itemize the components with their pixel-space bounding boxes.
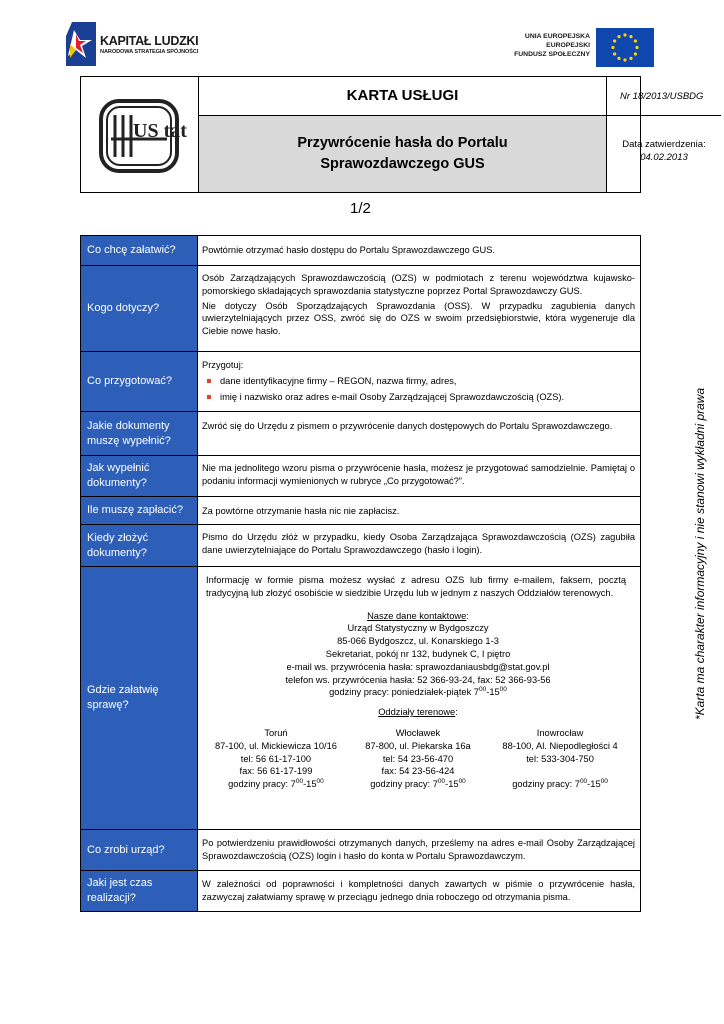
eu-flag-icon: [596, 28, 654, 67]
table-row: [81, 265, 640, 351]
row-label: Co chcę załatwić?: [81, 236, 198, 265]
table-row: [81, 870, 640, 911]
branch-torun: Toruń 87-100, ul. Mickiewicza 10/16 tel: 56 61-17-100 fax: 56 61-17-199 godziny pracy: $7^{00}-15^{00}$: [214, 727, 337, 790]
list-item: dane identyfikacyjne firmy – REGON, nazwa firmy, adres,: [202, 375, 635, 388]
page-number: 1/2: [350, 200, 371, 217]
ustat-logo-icon: [81, 77, 199, 192]
branch-wloclawek: Włocławek 87-800, ul. Piekarska 16a tel: 54 23-56-470 fax: 54 23-56-424 godziny pracy: $7^{00}-15^{00}$: [365, 727, 471, 790]
row-label: Jakie dokumenty muszę wypełnić?: [81, 412, 198, 455]
contact-phone: telefon ws. przywrócenia hasła: 52 366-93-24, fax: 52 366-93-56: [285, 674, 551, 685]
office-hours: godziny pracy: poniedziałek-piątek $7^{00}-15^{00}$: [329, 686, 507, 698]
card-number: Nr 18/2013/USBDG: [607, 77, 721, 116]
row-label: Jaki jest czas realizacji?: [81, 871, 198, 911]
branches-heading: Oddziały terenowe: [378, 707, 456, 718]
ustat-logo-text: US tat: [133, 120, 187, 142]
card-title: KARTA USŁUGI: [199, 77, 607, 116]
eu-logo: [508, 28, 654, 68]
row-label: Co zrobi urząd?: [81, 830, 198, 870]
row-value: Informację w formie pisma możesz wysłać z adresu OZS lub firmy e-mailem, faksem, pocztą tradycyjną lub złożyć osobiście w siedzibie Urzędu lub w jednym z naszych Oddziałów terenowych. Nasze dane kontaktowe: Urząd Statystyczny w Bydgoszczy 85-066 Bydgoszcz, ul. Konarskiego 1-3 Sekretariat, pokój nr 132, budynek C, I piętro e-mail ws. przywrócenia hasła: sprawozdaniausbdg@stat.gov.pl telefon ws. przywrócenia hasła: 52 366-93-24, fax: 52 366-93-56 godziny pracy: poniedziałek-piątek $7^{00}-15^{00}$ Oddziały terenowe: Toruń 87-100, ul. Mickiewicza 10/16 tel: 56 61-17-100 fax: 56 61-17-199 godziny pracy: $7^{00}-15^{00}$ Włocławek 87-800, ul. Piekarska 16a tel: 54 23-56-470 fax: 54 23-56-424 godziny pracy: $7^{00}-15^{00}$ Inowrocław 88-100, Al. Niepodległości 4 tel: 533-304-750 godziny pracy: $7^{00}-15^{00}$: [198, 567, 640, 829]
row-value: Osób Zarządzających Sprawozdawczością (OZS) w podmiotach z terenu województwa kujawsko-pomorskiego składających sprawozdania statystyczne poprzez Portal Sprawozdawczy GUS. Nie dotyczy Osób Sporządzających Sprawozdania (OSS). W przypadku zagubienia danych uwierzytelniających przez OSS, zwróć się do OZS w swoim przedsiębiorstwie, która wygeneruje dla Ciebie nowe hasło.: [202, 273, 635, 337]
row-value: Po potwierdzeniu prawidłowości otrzymanych danych, prześlemy na adres e-mail Osoby Zarządzającej Sprawozdawczością (OZS) login i hasło do konta w Portalu Sprawozdawczym.: [202, 838, 635, 861]
list-item: imię i nazwisko oraz adres e-mail Osoby Zarządzającej Sprawozdawczością (OZS).: [202, 391, 635, 404]
contact-email[interactable]: e-mail ws. przywrócenia hasła: sprawozdaniausbdg@stat.gov.pl: [286, 661, 550, 672]
table-row: [81, 236, 640, 265]
service-table: [80, 235, 641, 912]
row-label: Gdzie załatwię sprawę?: [81, 567, 198, 829]
row-value: Za powtórne otrzymanie hasła nic nie zapłacisz.: [202, 506, 400, 516]
contact-info: Nasze dane kontaktowe: Urząd Statystyczny w Bydgoszczy 85-066 Bydgoszcz, ul. Konarskiego 1-3 Sekretariat, pokój nr 132, budynek C, I piętro e-mail ws. przywrócenia hasła: sprawozdaniausbdg@stat.gov.pl telefon ws. przywrócenia hasła: 52 366-93-24, fax: 52 366-93-56 godziny pracy: poniedziałek-piątek $7^{00}-15^{00}$ Oddziały terenowe:: [206, 610, 630, 719]
row-value: W zależności od poprawności i kompletności danych zawartych w piśmie o przywrócenie hasła, zazwyczaj załatwiamy sprawę w przeciągu jednego dnia roboczego od otrzymania pisma.: [202, 879, 635, 902]
row-label: Kogo dotyczy?: [81, 266, 198, 351]
approval-date-value: 04.02.2013: [640, 152, 688, 163]
table-row: [81, 566, 640, 829]
approval-date: [607, 116, 721, 192]
table-row: [81, 411, 640, 455]
approval-date-label: Data zatwierdzenia:: [622, 139, 706, 150]
kapital-ludzki-emblem-icon: [66, 22, 96, 66]
office-address: 85-066 Bydgoszcz, ul. Konarskiego 1-3: [337, 636, 499, 647]
prepare-list: [202, 375, 635, 404]
kapital-ludzki-title: KAPITAŁ LUDZKI: [100, 34, 199, 48]
branches-list: [206, 727, 630, 791]
table-row: [81, 496, 640, 524]
row-value: Zwróć się do Urzędu z pismem o przywrócenie danych dostępowych do Portalu Sprawozdawczego.: [202, 421, 613, 431]
card-header: [80, 76, 706, 193]
secretariat: Sekretariat, pokój nr 132, budynek C, I piętro: [325, 648, 511, 659]
row-value: Nie ma jednolitego wzoru pisma o przywrócenie hasła, możesz je przygotować samodzielnie. Pamiętaj o podaniu informacji wymienionych w rubryce „Co przygotować?”.: [202, 463, 635, 486]
eu-logo-text: UNIA EUROPEJSKA EUROPEJSKI FUNDUSZ SPOŁECZNY: [514, 33, 590, 58]
card-subtitle: Przywrócenie hasła do Portalu Sprawozdawczego GUS: [199, 116, 607, 192]
contact-heading: Nasze dane kontaktowe: [367, 610, 467, 621]
row-value: Pismo do Urzędu złóż w przypadku, kiedy Osoba Zarządzająca Sprawozdawczością (OZS) zagubiła dane uwierzytelniające do Portalu Sprawozdawczego (hasło i login).: [202, 532, 635, 555]
kapital-ludzki-subtitle: NARODOWA STRATEGIA SPÓJNOŚCI: [100, 49, 199, 55]
ustat-logo: [81, 77, 199, 192]
row-label: Jak wypełnić dokumenty?: [81, 456, 198, 496]
row-value: Przygotuj: dane identyfikacyjne firmy – REGON, nazwa firmy, adres, imię i nazwisko oraz adres e-mail Osoby Zarządzającej Sprawozdawczością (OZS).: [198, 352, 640, 411]
row-label: Ile muszę zapłacić?: [81, 497, 198, 524]
office-name: Urząd Statystyczny w Bydgoszczy: [347, 623, 489, 634]
table-row: [81, 351, 640, 411]
side-disclaimer: *Karta ma charakter informacyjny i nie stanowi wykładni prawa: [693, 387, 707, 720]
branch-inowroclaw: Inowrocław 88-100, Al. Niepodległości 4 tel: 533-304-750 godziny pracy: $7^{00}-15^{00}$: [502, 727, 618, 790]
table-row: [81, 524, 640, 566]
kapital-ludzki-logo: [66, 22, 216, 68]
row-label: Co przygotować?: [81, 352, 198, 411]
row-label: Kiedy złożyć dokumenty?: [81, 525, 198, 566]
table-row: [81, 455, 640, 496]
table-row: [81, 829, 640, 870]
row-value: Powtórnie otrzymać hasło dostępu do Portalu Sprawozdawczego GUS.: [202, 245, 496, 255]
